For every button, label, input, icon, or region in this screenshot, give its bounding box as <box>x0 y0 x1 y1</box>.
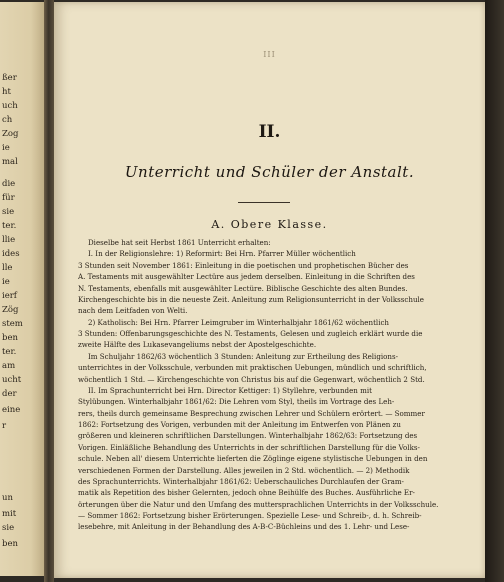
left-margin-fragment: ides <box>2 249 20 259</box>
left-margin-fragment: ter. <box>2 221 17 231</box>
body-line: 2) Katholisch: Bei Hrn. Pfarrer Leimgruber im Winterhalbjahr 1861/62 wöchentlich <box>88 317 390 327</box>
body-line: örterungen über die Natur und den Umfang des muttersprachlichen Unterrichts in der Volksschule. <box>78 499 439 509</box>
left-margin-fragment: ht <box>2 87 11 97</box>
left-margin-fragment: Zog <box>2 129 19 139</box>
right-page <box>54 2 485 578</box>
body-line: zweite Hälfte des Lukasevangeliums nebst der Apostelgeschichte. <box>78 340 317 350</box>
body-line: verschiedenen Formen der Darstellung. Alles jeweilen in 2 Std. wöchentlich. — 2) Methodik <box>78 465 410 475</box>
body-line: lesebehre, mit Anleitung in der Behandlung des A-B-C-Büchleins und des 1. Lehr- und Lese- <box>78 522 410 532</box>
left-margin-fragment: lle <box>2 263 13 273</box>
left-margin-fragment: für <box>2 193 15 203</box>
left-margin-fragment: r <box>2 421 7 431</box>
left-margin-fragment: mit <box>2 509 17 519</box>
title-divider <box>238 202 290 203</box>
left-margin-fragment: ter. <box>2 347 17 357</box>
left-margin-fragment: un <box>2 493 13 503</box>
left-margin-fragment: ie <box>2 277 10 287</box>
left-margin-fragment: ie <box>2 143 10 153</box>
left-margin-fragment: ch <box>2 115 13 125</box>
body-line: unterrichtes in der Volksschule, verbunden mit praktischen Uebungen, mündlich und schriftlich, <box>78 363 427 373</box>
body-text <box>78 237 466 533</box>
left-margin-fragment: der <box>2 389 17 399</box>
body-line: matik als Repetition des bisher Gelernten, jedoch ohne Beihülfe des Buches. Ausführliche Er- <box>78 488 415 498</box>
left-margin-fragment: sie <box>2 523 15 533</box>
body-line: nach dem Leitfaden von Welti. <box>78 306 188 316</box>
body-line: N. Testaments, ebenfalls mit ausgewählter Lectüre. Biblische Geschichte des alten Bundes. <box>78 283 408 293</box>
body-line: Vorigen. Einläßliche Behandlung des Unterrichts in der schriftlichen Darstellung für die Volks- <box>78 442 420 452</box>
body-line: Im Schuljahr 1862/63 wöchentlich 3 Stunden: Anleitung zur Ertheilung des Religions- <box>88 351 399 361</box>
body-line: A. Testaments mit ausgewählter Lectüre aus jedem derselben. Einleitung in die Schriften des <box>78 272 415 282</box>
body-line: 1862: Fortsetzung des Vorigen, verbunden mit der Anleitung im Entwerfen von Plänen zu <box>78 420 401 429</box>
body-line: Stylübungen. Winterhalbjahr 1861/62: Die Lehren vom Styl, theils im Vortrage des Leh- <box>78 397 395 407</box>
left-margin-fragment: sie <box>2 207 15 217</box>
left-margin-fragment: stem <box>2 319 23 329</box>
left-margin-fragment: llie <box>2 235 16 245</box>
left-margin-fragment: Zög <box>2 305 19 315</box>
subheading: A. Obere Klasse. <box>211 218 328 231</box>
body-line: 3 Stunden seit November 1861: Einleitung in die poetischen und prophetischen Bücher des <box>78 260 409 270</box>
left-margin-fragment: ßer <box>2 73 17 83</box>
left-margin-fragment: ben <box>2 333 18 343</box>
body-line: größeren und kleineren schriftlichen Darstellungen. Winterhalbjahr 1862/63: Fortsetzung des <box>78 431 418 441</box>
book-gutter <box>44 0 54 582</box>
body-line: Dieselbe hat seit Herbst 1861 Unterricht erhalten: <box>88 238 271 247</box>
body-line: — Sommer 1862: Fortsetzung bisher Erörterungen. Spezielle Lese- und Schreib-, d. h. Schreib- <box>78 511 422 520</box>
left-margin-fragment: uch <box>2 101 18 111</box>
section-number: II. <box>258 122 281 142</box>
body-line: Kirchengeschichte bis in die neueste Zeit. Anleitung zum Religionsunterricht in der Volksschule <box>78 294 424 304</box>
left-page-edge <box>0 2 44 576</box>
body-line: 3 Stunden: Offenbarungsgeschichte des N. Testaments, Gelesen und zugleich erklärt wurde die <box>78 329 423 338</box>
left-margin-fragment: eine <box>2 405 21 415</box>
body-line: schule. Neben all' diesem Unterrichte lieferten die Zöglinge eigene stylistische Uebungen in den <box>78 454 428 464</box>
body-line: I. In der Religionslehre: 1) Reformirt: Bei Hrn. Pfarrer Müller wöchentlich <box>88 249 356 259</box>
body-line: rers, theils durch gemeinsame Besprechung zwischen Lehrer und Schülern erörtert. — Sommer <box>78 408 425 418</box>
body-line: wöchentlich 1 Std. — Kirchengeschichte von Christus bis auf die Gegenwart, wöchentlich 2 Std. <box>78 374 425 384</box>
left-margin-fragment: die <box>2 179 16 189</box>
left-margin-fragment: ben <box>2 539 18 549</box>
body-line: II. Im Sprachunterricht bei Hrn. Director Kettiger: 1) Styllehre, verbunden mit <box>88 385 372 395</box>
page-edge-strip <box>485 0 504 582</box>
left-margin-fragment: ierf <box>2 291 17 301</box>
left-margin-fragment: am <box>2 361 16 371</box>
left-margin-fragment: ucht <box>2 375 22 385</box>
chapter-title: Unterricht und Schüler der Anstalt. <box>124 163 415 181</box>
left-margin-fragment: mal <box>2 157 18 167</box>
body-line: des Sprachunterrichts. Winterhalbjahr 1861/62: Ueberschauliches Durchlaufen der Gram- <box>78 476 404 486</box>
page-number: III <box>263 50 276 59</box>
